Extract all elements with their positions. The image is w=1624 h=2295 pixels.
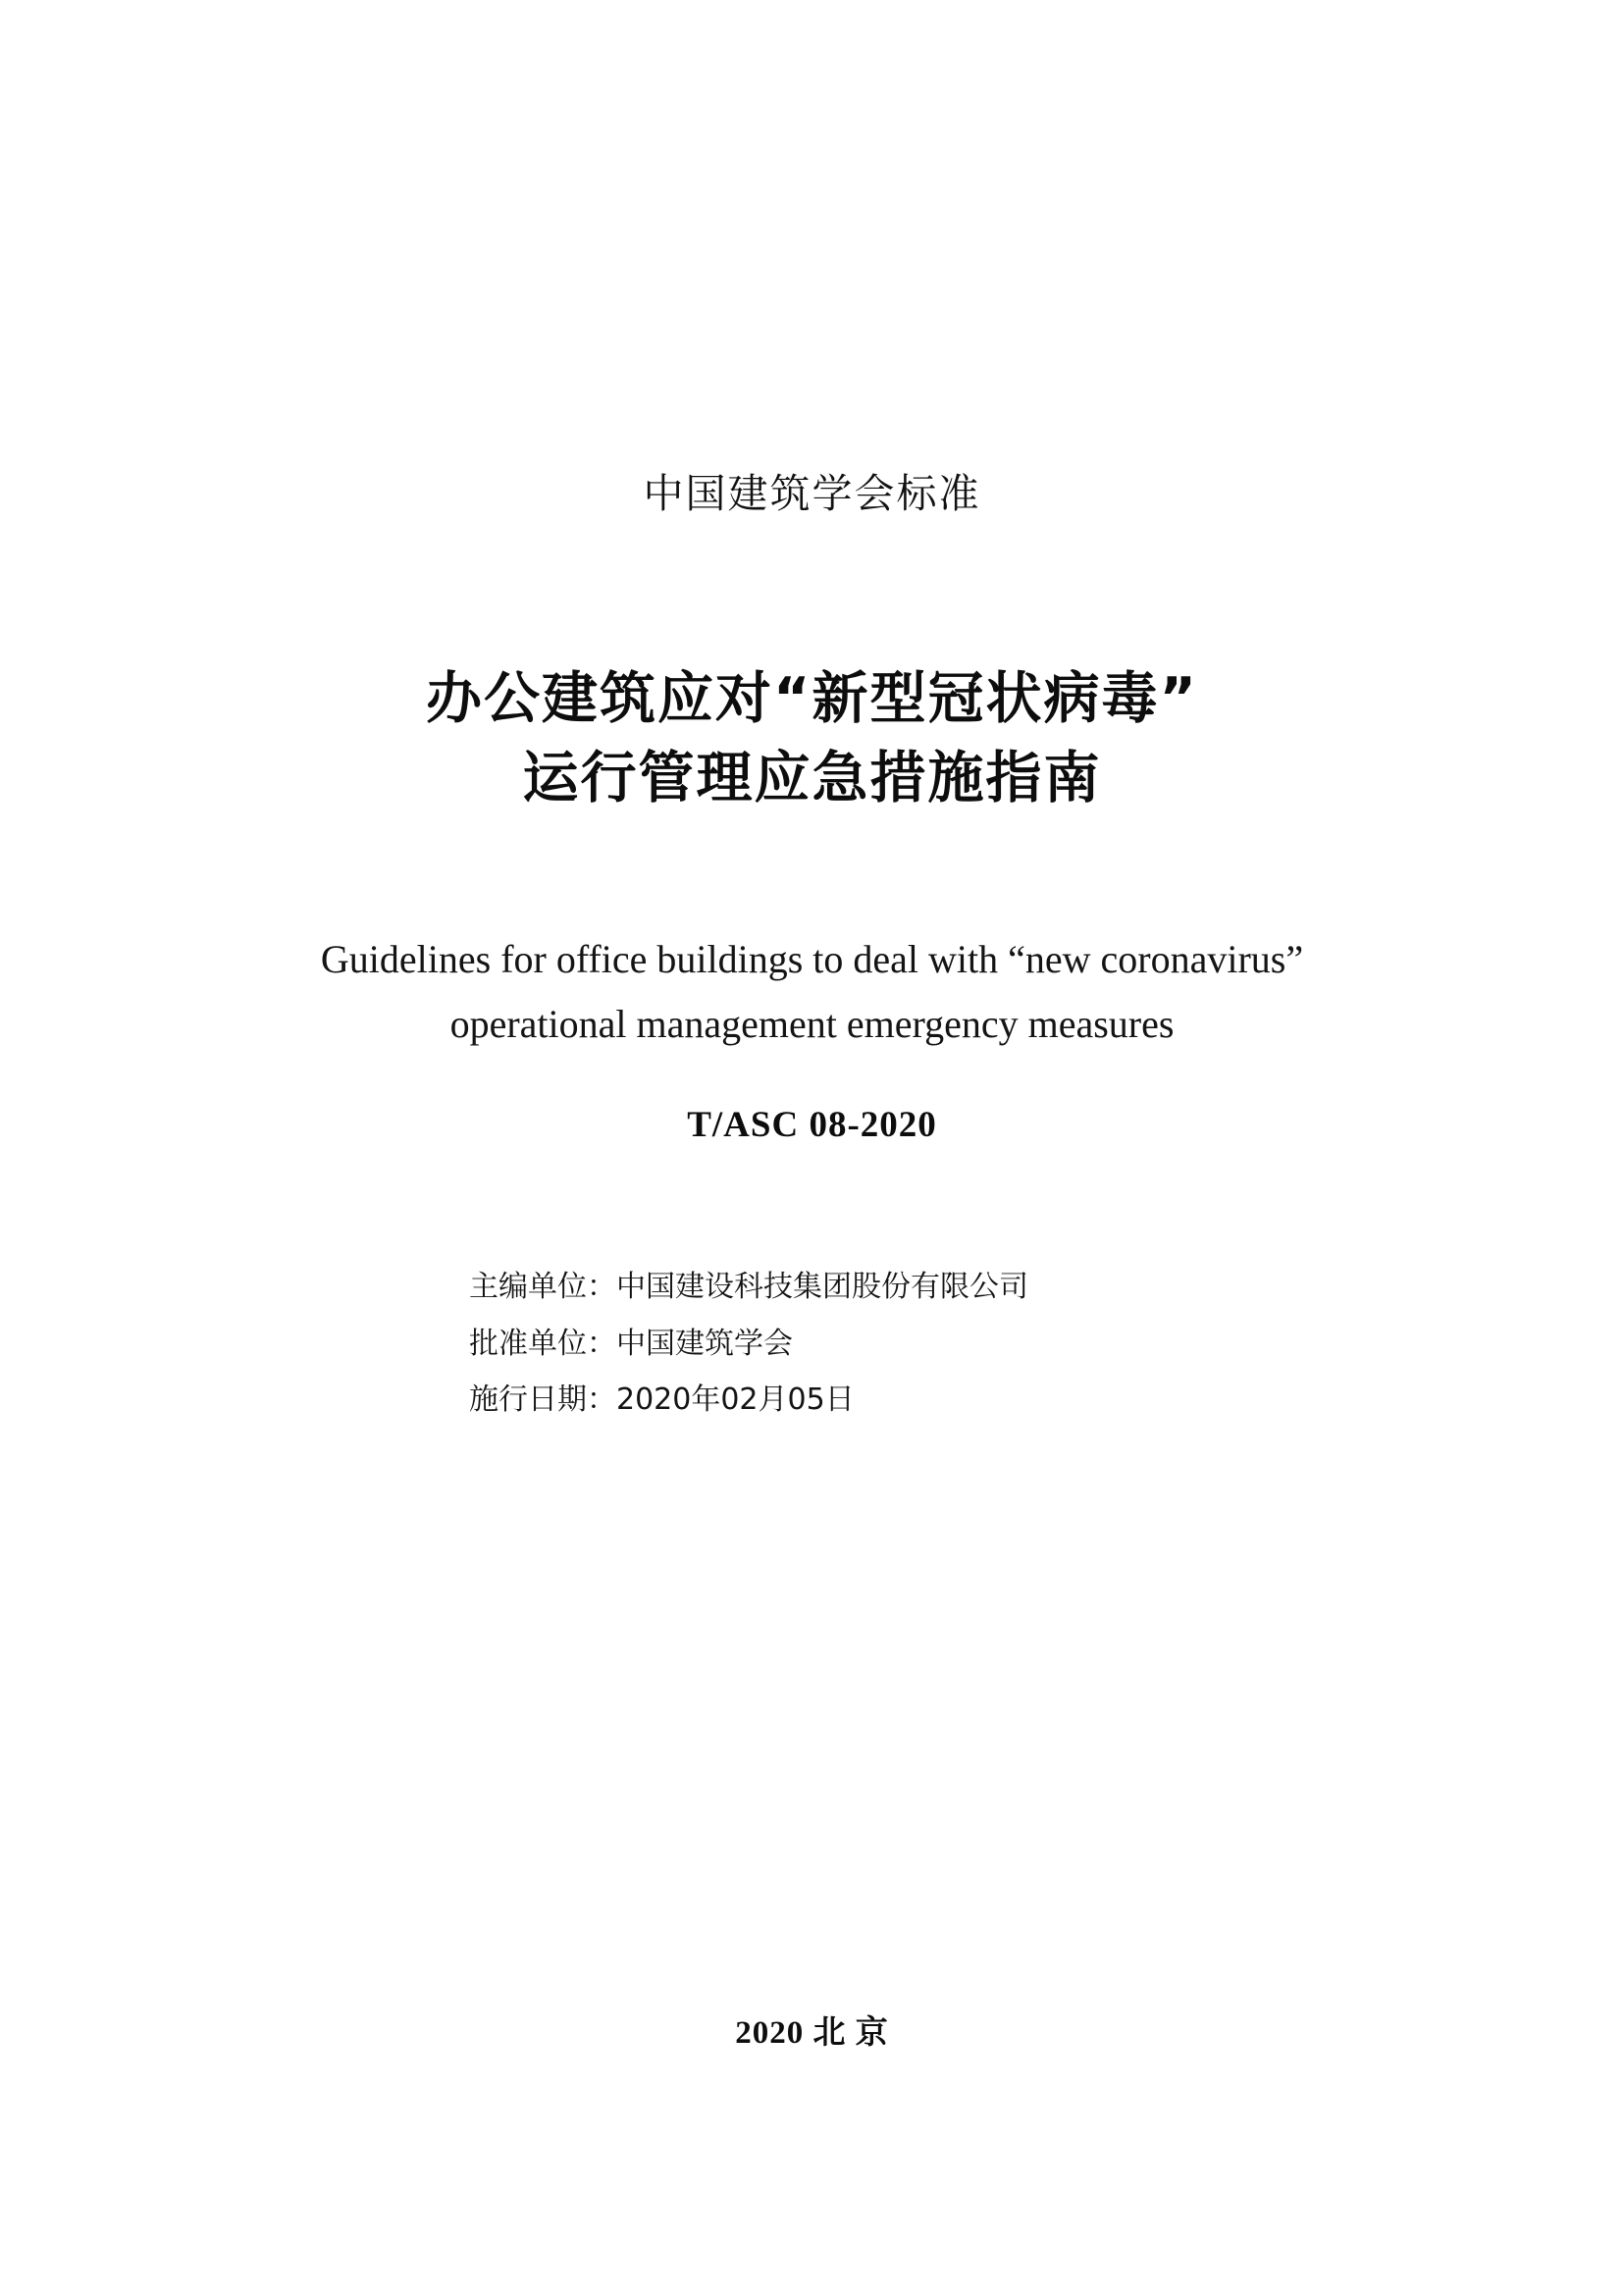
- title-line-1: 办公建筑应对“新型冠状病毒”: [426, 666, 1198, 731]
- document-subtitle-english: [0, 927, 1624, 1057]
- standard-series-label: 中国建筑学会标准: [643, 470, 981, 517]
- publication-metadata: [469, 1259, 1028, 1429]
- subtitle-line-2: operational management emergency measures: [449, 1002, 1175, 1046]
- publication-year-place: 2020 北 京: [735, 2015, 889, 2051]
- meta-chief-editor-unit: 主编单位：中国建设科技集团股份有限公司: [469, 1270, 1028, 1304]
- meta-effective-date: 施行日期：2020年02月05日: [469, 1382, 855, 1418]
- subtitle-line-1: Guidelines for office buildings to deal with “new coronavirus”: [320, 937, 1304, 981]
- document-title: [0, 659, 1624, 818]
- standard-code: T/ASC 08-2020: [687, 1105, 937, 1145]
- title-line-2: 运行管理应急措施指南: [522, 745, 1102, 810]
- meta-approving-unit: 批准单位：中国建筑学会: [469, 1326, 793, 1361]
